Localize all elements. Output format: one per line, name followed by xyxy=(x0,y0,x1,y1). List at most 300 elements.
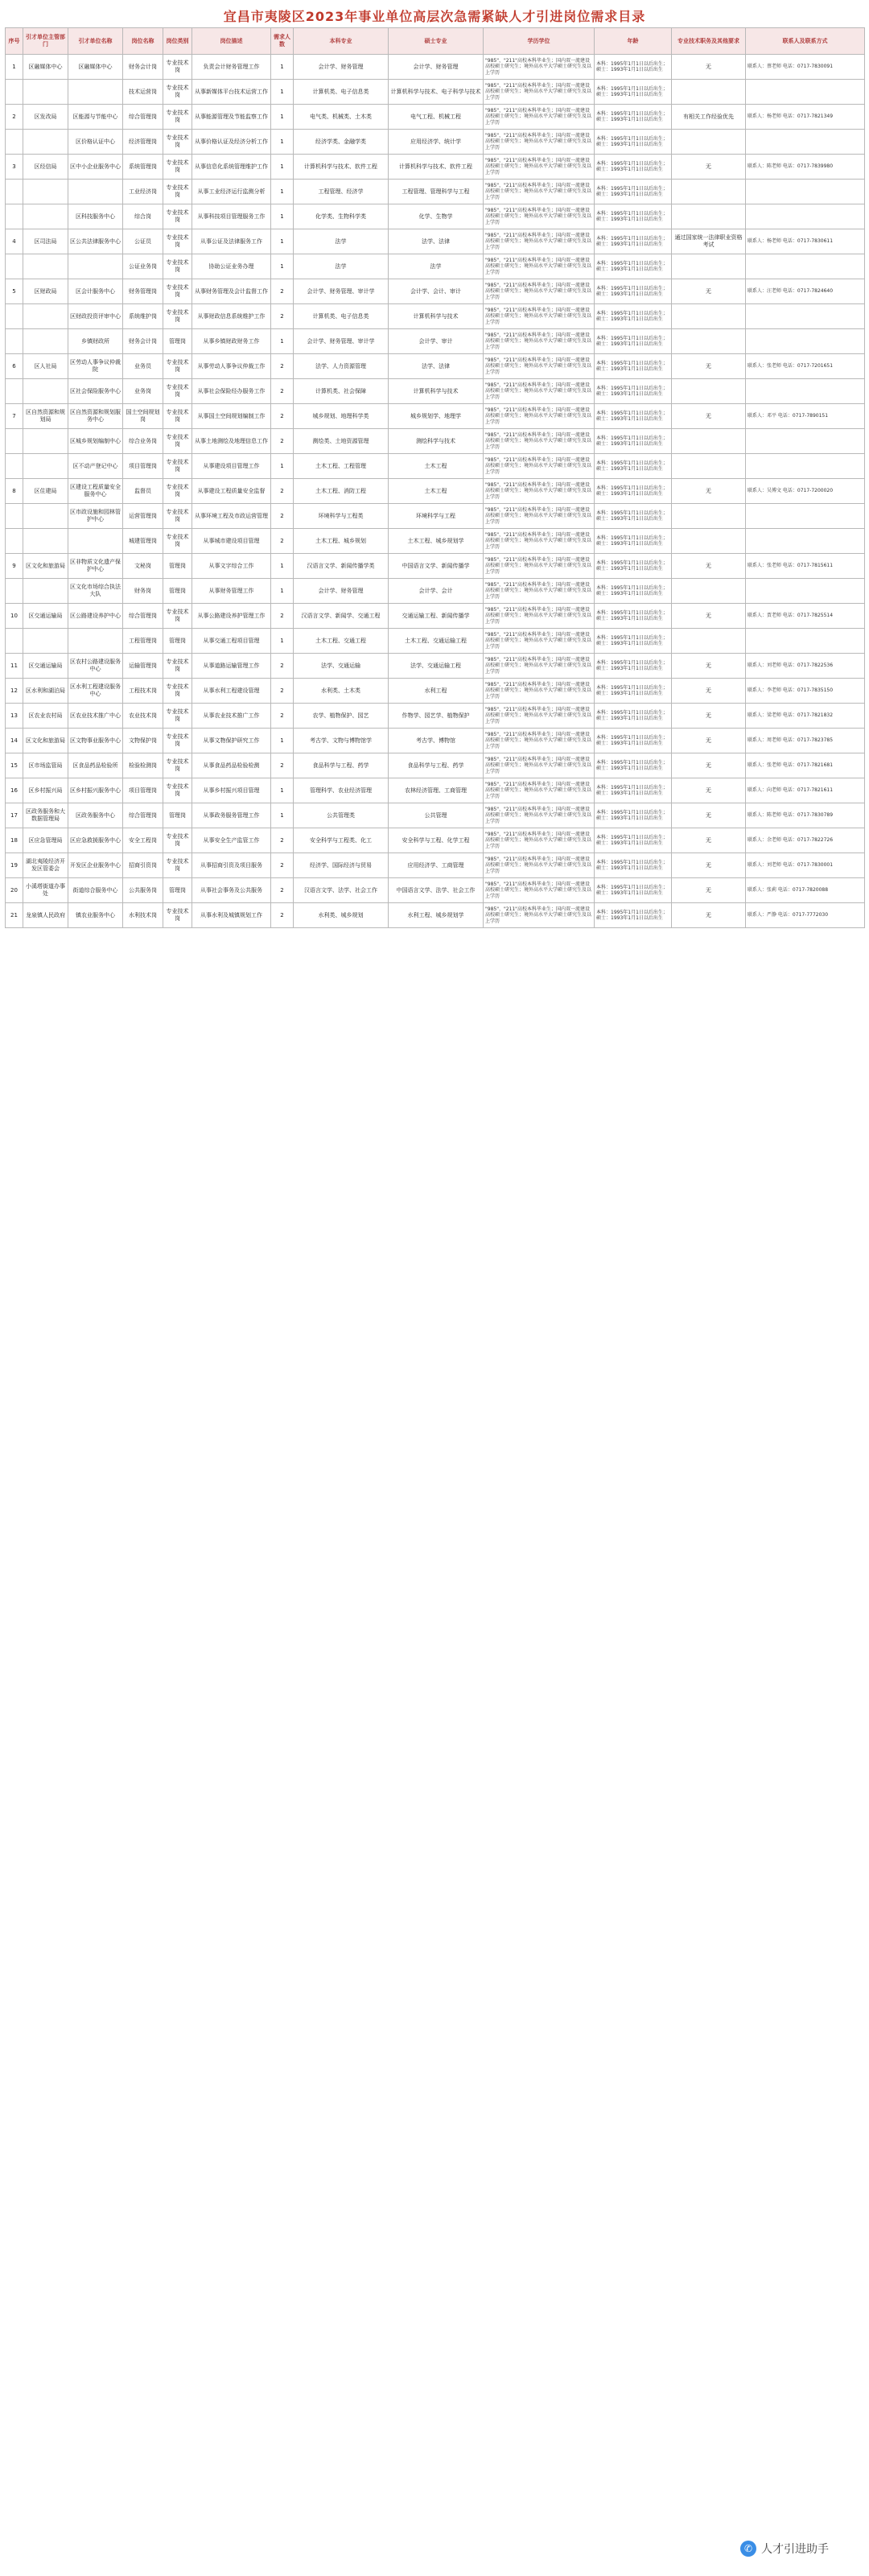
cell-contact xyxy=(746,329,865,354)
cell-num: 1 xyxy=(271,155,294,180)
cell-no xyxy=(6,379,23,404)
cell-cat: 专业技术岗 xyxy=(163,753,192,778)
cell-no: 17 xyxy=(6,803,23,828)
cell-post: 业务员 xyxy=(123,354,163,379)
cell-unit: 区文化市场综合执法大队 xyxy=(68,579,123,604)
cell-requirement: "985"、"211"高校本科毕业生；国内双一流建设高校硕士研究生；境外高水平大学硕士研究生及以上学历 xyxy=(484,304,595,329)
cell-num: 1 xyxy=(271,629,294,654)
cell-age: 本科：1995年1月1日以后出生；硕士：1993年1月1日以后出生 xyxy=(595,778,672,803)
cell-cat: 专业技术岗 xyxy=(163,504,192,529)
cell-cat: 专业技术岗 xyxy=(163,80,192,105)
header-cell: 联系人及联系方式 xyxy=(746,28,865,55)
cell-desc: 从事信息化系统管理维护工作 xyxy=(192,155,271,180)
cell-no xyxy=(6,204,23,229)
cell-other xyxy=(672,254,746,279)
table-row xyxy=(6,778,865,803)
cell-bachelor: 会计学、财务管理、审计学 xyxy=(294,329,389,354)
cell-age: 本科：1995年1月1日以后出生；硕士：1993年1月1日以后出生 xyxy=(595,479,672,504)
cell-requirement: "985"、"211"高校本科毕业生；国内双一流建设高校硕士研究生；境外高水平大学硕士研究生及以上学历 xyxy=(484,753,595,778)
cell-no xyxy=(6,329,23,354)
cell-unit: 开发区企业服务中心 xyxy=(68,853,123,878)
cell-age: 本科：1995年1月1日以后出生；硕士：1993年1月1日以后出生 xyxy=(595,853,672,878)
table-row xyxy=(6,679,865,704)
cell-post: 运营管理岗 xyxy=(123,504,163,529)
table-row xyxy=(6,354,865,379)
header-cell: 引才单位主管部门 xyxy=(23,28,68,55)
cell-no: 16 xyxy=(6,778,23,803)
cell-cat: 管理岗 xyxy=(163,803,192,828)
cell-requirement: "985"、"211"高校本科毕业生；国内双一流建设高校硕士研究生；境外高水平大学硕士研究生及以上学历 xyxy=(484,504,595,529)
cell-no xyxy=(6,504,23,529)
cell-bachelor: 法学 xyxy=(294,254,389,279)
cell-bachelor: 计算机科学与技术、软件工程 xyxy=(294,155,389,180)
cell-bachelor: 会计学、财务管理 xyxy=(294,55,389,80)
position-table xyxy=(5,27,865,928)
cell-master: 会计学、会计、审计 xyxy=(389,279,484,304)
cell-post: 水利技术岗 xyxy=(123,903,163,928)
cell-dept xyxy=(23,329,68,354)
cell-master: 工程管理、管理科学与工程 xyxy=(389,180,484,204)
cell-master: 应用经济学、统计学 xyxy=(389,130,484,155)
cell-desc: 从事社会保险经办服务工作 xyxy=(192,379,271,404)
header-cell: 本科专业 xyxy=(294,28,389,55)
cell-num: 1 xyxy=(271,803,294,828)
cell-desc: 从事乡村振兴项目管理 xyxy=(192,778,271,803)
cell-unit: 区农村公路建设服务中心 xyxy=(68,654,123,679)
cell-post: 系统维护岗 xyxy=(123,304,163,329)
cell-desc: 从事能源管理及节能监察工作 xyxy=(192,105,271,130)
cell-post: 综合岗 xyxy=(123,204,163,229)
cell-unit: 区乡村振兴服务中心 xyxy=(68,778,123,803)
cell-cat: 管理岗 xyxy=(163,554,192,579)
cell-unit: 区不动产登记中心 xyxy=(68,454,123,479)
cell-cat: 专业技术岗 xyxy=(163,180,192,204)
table-row xyxy=(6,155,865,180)
cell-contact xyxy=(746,454,865,479)
cell-desc: 负责会计财务管理工作 xyxy=(192,55,271,80)
cell-requirement: "985"、"211"高校本科毕业生；国内双一流建设高校硕士研究生；境外高水平大学硕士研究生及以上学历 xyxy=(484,454,595,479)
cell-age: 本科：1995年1月1日以后出生；硕士：1993年1月1日以后出生 xyxy=(595,704,672,729)
cell-age: 本科：1995年1月1日以后出生；硕士：1993年1月1日以后出生 xyxy=(595,629,672,654)
table-row xyxy=(6,105,865,130)
cell-dept xyxy=(23,529,68,554)
cell-contact: 联系人：张老师 电话：0717-7815611 xyxy=(746,554,865,579)
cell-age: 本科：1995年1月1日以后出生；硕士：1993年1月1日以后出生 xyxy=(595,803,672,828)
cell-cat: 管理岗 xyxy=(163,579,192,604)
cell-num: 2 xyxy=(271,679,294,704)
cell-num: 1 xyxy=(271,229,294,254)
cell-other xyxy=(672,329,746,354)
cell-no xyxy=(6,429,23,454)
cell-unit: 区自然资源和规划服务中心 xyxy=(68,404,123,429)
cell-no: 10 xyxy=(6,604,23,629)
cell-desc: 从事财务管理及会计监督工作 xyxy=(192,279,271,304)
cell-desc: 从事道路运输管理工作 xyxy=(192,654,271,679)
cell-unit xyxy=(68,180,123,204)
cell-unit: 区价格认证中心 xyxy=(68,130,123,155)
cell-master: 水利工程、城乡规划学 xyxy=(389,903,484,928)
cell-dept: 区财政局 xyxy=(23,279,68,304)
table-body xyxy=(6,55,865,928)
cell-contact xyxy=(746,130,865,155)
cell-no xyxy=(6,629,23,654)
cell-other: 有相关工作经验优先 xyxy=(672,105,746,130)
cell-bachelor: 环境科学与工程类 xyxy=(294,504,389,529)
cell-master: 作物学、园艺学、植物保护 xyxy=(389,704,484,729)
table-row xyxy=(6,429,865,454)
cell-num: 2 xyxy=(271,279,294,304)
cell-contact: 联系人：汪老师 电话：0717-7824640 xyxy=(746,279,865,304)
cell-unit: 区文物事业服务中心 xyxy=(68,729,123,753)
cell-bachelor: 城乡规划、地理科学类 xyxy=(294,404,389,429)
cell-contact: 联系人：梁老师 电话：0717-7821832 xyxy=(746,704,865,729)
cell-unit xyxy=(68,254,123,279)
cell-no: 20 xyxy=(6,878,23,903)
cell-master: 会计学、审计 xyxy=(389,329,484,354)
cell-unit: 区融媒体中心 xyxy=(68,55,123,80)
cell-age: 本科：1995年1月1日以后出生；硕士：1993年1月1日以后出生 xyxy=(595,254,672,279)
cell-age: 本科：1995年1月1日以后出生；硕士：1993年1月1日以后出生 xyxy=(595,304,672,329)
cell-num: 2 xyxy=(271,504,294,529)
cell-post: 检验检测岗 xyxy=(123,753,163,778)
cell-contact: 联系人：陈老师 电话：0717-7830789 xyxy=(746,803,865,828)
cell-requirement: "985"、"211"高校本科毕业生；国内双一流建设高校硕士研究生；境外高水平大学硕士研究生及以上学历 xyxy=(484,878,595,903)
cell-other xyxy=(672,529,746,554)
table-row xyxy=(6,903,865,928)
cell-contact: 联系人：贾老师 电话：0717-7825514 xyxy=(746,604,865,629)
cell-requirement: "985"、"211"高校本科毕业生；国内双一流建设高校硕士研究生；境外高水平大学硕士研究生及以上学历 xyxy=(484,654,595,679)
cell-num: 1 xyxy=(271,454,294,479)
cell-other: 无 xyxy=(672,729,746,753)
cell-dept: 小溪塔街道办事处 xyxy=(23,878,68,903)
table-row xyxy=(6,404,865,429)
cell-master: 计算机科学与技术、软件工程 xyxy=(389,155,484,180)
cell-bachelor: 化学类、生物科学类 xyxy=(294,204,389,229)
cell-bachelor: 工程管理、经济学 xyxy=(294,180,389,204)
cell-bachelor: 会计学、财务管理 xyxy=(294,579,389,604)
cell-other xyxy=(672,579,746,604)
cell-num: 1 xyxy=(271,554,294,579)
cell-desc: 从事社会事务及公共服务 xyxy=(192,878,271,903)
cell-requirement: "985"、"211"高校本科毕业生；国内双一流建设高校硕士研究生；境外高水平大学硕士研究生及以上学历 xyxy=(484,803,595,828)
cell-dept: 湖北夷陵经济开发区管委会 xyxy=(23,853,68,878)
cell-master: 环境科学与工程 xyxy=(389,504,484,529)
watermark xyxy=(735,2539,834,2558)
cell-contact xyxy=(746,629,865,654)
cell-desc: 从事招商引资及项目服务 xyxy=(192,853,271,878)
cell-post: 项目管理岗 xyxy=(123,778,163,803)
cell-dept xyxy=(23,254,68,279)
cell-post: 综合管理岗 xyxy=(123,105,163,130)
cell-no: 11 xyxy=(6,654,23,679)
cell-post: 技术运营岗 xyxy=(123,80,163,105)
cell-other: 无 xyxy=(672,354,746,379)
cell-dept xyxy=(23,579,68,604)
cell-other xyxy=(672,504,746,529)
cell-dept: 龙泉镇人民政府 xyxy=(23,903,68,928)
cell-requirement: "985"、"211"高校本科毕业生；国内双一流建设高校硕士研究生；境外高水平大学硕士研究生及以上学历 xyxy=(484,679,595,704)
cell-no: 21 xyxy=(6,903,23,928)
cell-requirement: "985"、"211"高校本科毕业生；国内双一流建设高校硕士研究生；境外高水平大学硕士研究生及以上学历 xyxy=(484,80,595,105)
cell-other xyxy=(672,130,746,155)
cell-post: 文物保护岗 xyxy=(123,729,163,753)
cell-contact xyxy=(746,304,865,329)
cell-bachelor: 法学、人力资源管理 xyxy=(294,354,389,379)
cell-num: 1 xyxy=(271,729,294,753)
cell-unit: 区农业技术推广中心 xyxy=(68,704,123,729)
cell-num: 1 xyxy=(271,204,294,229)
cell-bachelor: 经济学、国际经济与贸易 xyxy=(294,853,389,878)
header-cell: 需求人数 xyxy=(271,28,294,55)
cell-other: 无 xyxy=(672,853,746,878)
cell-cat: 专业技术岗 xyxy=(163,379,192,404)
cell-dept: 区政务服务和大数据管理局 xyxy=(23,803,68,828)
cell-contact xyxy=(746,504,865,529)
cell-bachelor: 农学、植物保护、园艺 xyxy=(294,704,389,729)
cell-requirement: "985"、"211"高校本科毕业生；国内双一流建设高校硕士研究生；境外高水平大学硕士研究生及以上学历 xyxy=(484,204,595,229)
cell-post: 招商引资岗 xyxy=(123,853,163,878)
cell-bachelor: 汉语言文学、法学、社会工作 xyxy=(294,878,389,903)
cell-requirement: "985"、"211"高校本科毕业生；国内双一流建设高校硕士研究生；境外高水平大学硕士研究生及以上学历 xyxy=(484,479,595,504)
cell-desc: 从事建设项目管理工作 xyxy=(192,454,271,479)
cell-master: 法学、交通运输工程 xyxy=(389,654,484,679)
cell-num: 2 xyxy=(271,753,294,778)
cell-bachelor: 水利类、土木类 xyxy=(294,679,389,704)
cell-contact: 联系人：杨老师 电话：0717-7830611 xyxy=(746,229,865,254)
cell-dept: 区交通运输局 xyxy=(23,604,68,629)
cell-desc: 从事财政信息系统维护工作 xyxy=(192,304,271,329)
cell-post: 公证员 xyxy=(123,229,163,254)
header-cell: 序号 xyxy=(6,28,23,55)
cell-bachelor: 电气类、机械类、土木类 xyxy=(294,105,389,130)
cell-bachelor: 公共管理类 xyxy=(294,803,389,828)
cell-bachelor: 土木工程、消防工程 xyxy=(294,479,389,504)
header-cell: 年龄 xyxy=(595,28,672,55)
cell-desc: 从事财务管理工作 xyxy=(192,579,271,604)
cell-age: 本科：1995年1月1日以后出生；硕士：1993年1月1日以后出生 xyxy=(595,105,672,130)
cell-unit xyxy=(68,529,123,554)
cell-desc: 从事价格认证及经济分析工作 xyxy=(192,130,271,155)
cell-requirement: "985"、"211"高校本科毕业生；国内双一流建设高校硕士研究生；境外高水平大学硕士研究生及以上学历 xyxy=(484,354,595,379)
cell-bachelor: 管理科学、农业经济管理 xyxy=(294,778,389,803)
cell-desc: 从事水利工程建设管理 xyxy=(192,679,271,704)
cell-desc: 从事公证及法律服务工作 xyxy=(192,229,271,254)
cell-desc: 从事土地测绘及地理信息工作 xyxy=(192,429,271,454)
cell-desc: 从事新媒体平台技术运营工作 xyxy=(192,80,271,105)
cell-contact: 联系人：杨老师 电话：0717-7821349 xyxy=(746,105,865,130)
cell-post: 业务岗 xyxy=(123,379,163,404)
cell-post: 财务岗 xyxy=(123,579,163,604)
cell-no: 5 xyxy=(6,279,23,304)
cell-requirement: "985"、"211"高校本科毕业生；国内双一流建设高校硕士研究生；境外高水平大学硕士研究生及以上学历 xyxy=(484,155,595,180)
cell-other: 通过国家统一法律职业资格考试 xyxy=(672,229,746,254)
cell-dept: 区人社局 xyxy=(23,354,68,379)
cell-other: 无 xyxy=(672,828,746,853)
cell-master: 化学、生物学 xyxy=(389,204,484,229)
cell-contact xyxy=(746,529,865,554)
cell-cat: 专业技术岗 xyxy=(163,130,192,155)
cell-bachelor: 考古学、文物与博物馆学 xyxy=(294,729,389,753)
table-row xyxy=(6,55,865,80)
cell-other xyxy=(672,379,746,404)
cell-num: 1 xyxy=(271,254,294,279)
table-row xyxy=(6,828,865,853)
cell-unit: 区水利工程建设服务中心 xyxy=(68,679,123,704)
cell-cat: 专业技术岗 xyxy=(163,679,192,704)
cell-age: 本科：1995年1月1日以后出生；硕士：1993年1月1日以后出生 xyxy=(595,828,672,853)
cell-dept: 区交通运输局 xyxy=(23,654,68,679)
table-row xyxy=(6,803,865,828)
cell-desc: 从事科技项目管理服务工作 xyxy=(192,204,271,229)
cell-unit: 区劳动人事争议仲裁院 xyxy=(68,354,123,379)
cell-unit: 区市政设施和园林管护中心 xyxy=(68,504,123,529)
cell-contact: 联系人：邓平 电话：0717-7890151 xyxy=(746,404,865,429)
cell-no: 9 xyxy=(6,554,23,579)
cell-other: 无 xyxy=(672,404,746,429)
header-cell: 专业技术职务及其他要求 xyxy=(672,28,746,55)
table-row xyxy=(6,204,865,229)
cell-requirement: "985"、"211"高校本科毕业生；国内双一流建设高校硕士研究生；境外高水平大学硕士研究生及以上学历 xyxy=(484,254,595,279)
cell-other: 无 xyxy=(672,479,746,504)
table-row xyxy=(6,454,865,479)
cell-requirement: "985"、"211"高校本科毕业生；国内双一流建设高校硕士研究生；境外高水平大学硕士研究生及以上学历 xyxy=(484,55,595,80)
cell-age: 本科：1995年1月1日以后出生；硕士：1993年1月1日以后出生 xyxy=(595,878,672,903)
cell-num: 1 xyxy=(271,130,294,155)
cell-other: 无 xyxy=(672,679,746,704)
cell-no: 6 xyxy=(6,354,23,379)
cell-no: 13 xyxy=(6,704,23,729)
table-row xyxy=(6,229,865,254)
cell-post: 农业技术岗 xyxy=(123,704,163,729)
cell-cat: 专业技术岗 xyxy=(163,529,192,554)
cell-contact: 联系人：周老师 电话：0717-7823785 xyxy=(746,729,865,753)
cell-cat: 专业技术岗 xyxy=(163,654,192,679)
cell-contact: 联系人：张老师 电话：0717-7821681 xyxy=(746,753,865,778)
cell-no: 14 xyxy=(6,729,23,753)
header-cell: 岗位描述 xyxy=(192,28,271,55)
cell-cat: 专业技术岗 xyxy=(163,853,192,878)
cell-requirement: "985"、"211"高校本科毕业生；国内双一流建设高校硕士研究生；境外高水平大学硕士研究生及以上学历 xyxy=(484,729,595,753)
cell-contact xyxy=(746,204,865,229)
cell-age: 本科：1995年1月1日以后出生；硕士：1993年1月1日以后出生 xyxy=(595,279,672,304)
cell-cat: 专业技术岗 xyxy=(163,479,192,504)
cell-cat: 专业技术岗 xyxy=(163,229,192,254)
cell-other xyxy=(672,80,746,105)
cell-num: 2 xyxy=(271,429,294,454)
table-row xyxy=(6,279,865,304)
cell-dept: 区文化和旅游局 xyxy=(23,729,68,753)
cell-other: 无 xyxy=(672,903,746,928)
cell-master: 安全科学与工程、化学工程 xyxy=(389,828,484,853)
table-row xyxy=(6,554,865,579)
cell-no: 8 xyxy=(6,479,23,504)
cell-age: 本科：1995年1月1日以后出生；硕士：1993年1月1日以后出生 xyxy=(595,729,672,753)
cell-dept: 区水利和湖泊局 xyxy=(23,679,68,704)
cell-post: 公证业务岗 xyxy=(123,254,163,279)
cell-other: 无 xyxy=(672,803,746,828)
cell-no xyxy=(6,579,23,604)
table-row xyxy=(6,80,865,105)
cell-contact: 联系人：余老师 电话：0717-7822726 xyxy=(746,828,865,853)
cell-other: 无 xyxy=(672,704,746,729)
cell-bachelor: 土木工程、工程管理 xyxy=(294,454,389,479)
cell-other xyxy=(672,204,746,229)
cell-desc: 从事工业经济运行监测分析 xyxy=(192,180,271,204)
cell-contact: 联系人：刘老师 电话：0717-7822536 xyxy=(746,654,865,679)
table-row xyxy=(6,479,865,504)
cell-num: 2 xyxy=(271,529,294,554)
cell-num: 2 xyxy=(271,379,294,404)
cell-age: 本科：1995年1月1日以后出生；硕士：1993年1月1日以后出生 xyxy=(595,404,672,429)
cell-num: 2 xyxy=(271,828,294,853)
cell-dept: 区农业农村局 xyxy=(23,704,68,729)
cell-cat: 专业技术岗 xyxy=(163,105,192,130)
cell-contact: 联系人：李老师 电话：0717-7835150 xyxy=(746,679,865,704)
table-row xyxy=(6,180,865,204)
cell-other: 无 xyxy=(672,654,746,679)
cell-age: 本科：1995年1月1日以后出生；硕士：1993年1月1日以后出生 xyxy=(595,579,672,604)
cell-requirement: "985"、"211"高校本科毕业生；国内双一流建设高校硕士研究生；境外高水平大学硕士研究生及以上学历 xyxy=(484,853,595,878)
cell-contact: 联系人：张老师 电话：0717-7201651 xyxy=(746,354,865,379)
cell-requirement: "985"、"211"高校本科毕业生；国内双一流建设高校硕士研究生；境外高水平大学硕士研究生及以上学历 xyxy=(484,429,595,454)
cell-unit: 区能源与节能中心 xyxy=(68,105,123,130)
cell-master: 法学 xyxy=(389,254,484,279)
cell-age: 本科：1995年1月1日以后出生；硕士：1993年1月1日以后出生 xyxy=(595,454,672,479)
cell-master: 法学、法律 xyxy=(389,354,484,379)
cell-cat: 专业技术岗 xyxy=(163,354,192,379)
cell-post: 监督员 xyxy=(123,479,163,504)
cell-other: 无 xyxy=(672,279,746,304)
cell-dept xyxy=(23,204,68,229)
cell-num: 2 xyxy=(271,654,294,679)
cell-no xyxy=(6,529,23,554)
cell-other: 无 xyxy=(672,55,746,80)
cell-num: 2 xyxy=(271,878,294,903)
cell-dept: 区经信局 xyxy=(23,155,68,180)
cell-post: 国土空间规划岗 xyxy=(123,404,163,429)
cell-num: 1 xyxy=(271,105,294,130)
cell-bachelor: 经济学类、金融学类 xyxy=(294,130,389,155)
cell-bachelor: 法学、交通运输 xyxy=(294,654,389,679)
cell-contact xyxy=(746,429,865,454)
cell-desc: 从事城市建设项目管理 xyxy=(192,529,271,554)
table-row xyxy=(6,579,865,604)
table-row xyxy=(6,704,865,729)
cell-master: 中国语言文学、新闻传播学 xyxy=(389,554,484,579)
cell-other xyxy=(672,429,746,454)
cell-dept xyxy=(23,379,68,404)
cell-desc: 从事建设工程质量安全监督 xyxy=(192,479,271,504)
cell-master: 应用经济学、工商管理 xyxy=(389,853,484,878)
cell-unit: 区建设工程质量安全服务中心 xyxy=(68,479,123,504)
cell-dept xyxy=(23,80,68,105)
cell-contact: 联系人：严静 电话：0717-7772030 xyxy=(746,903,865,928)
cell-cat: 专业技术岗 xyxy=(163,304,192,329)
cell-no: 1 xyxy=(6,55,23,80)
cell-master: 考古学、博物馆 xyxy=(389,729,484,753)
cell-master: 电气工程、机械工程 xyxy=(389,105,484,130)
table-row xyxy=(6,654,865,679)
cell-master: 食品科学与工程、药学 xyxy=(389,753,484,778)
cell-requirement: "985"、"211"高校本科毕业生；国内双一流建设高校硕士研究生；境外高水平大学硕士研究生及以上学历 xyxy=(484,229,595,254)
cell-master: 土木工程、交通运输工程 xyxy=(389,629,484,654)
table-row xyxy=(6,254,865,279)
cell-no: 2 xyxy=(6,105,23,130)
cell-master: 城乡规划学、地理学 xyxy=(389,404,484,429)
cell-master: 会计学、会计 xyxy=(389,579,484,604)
cell-dept: 区文化和旅游局 xyxy=(23,554,68,579)
cell-no xyxy=(6,254,23,279)
